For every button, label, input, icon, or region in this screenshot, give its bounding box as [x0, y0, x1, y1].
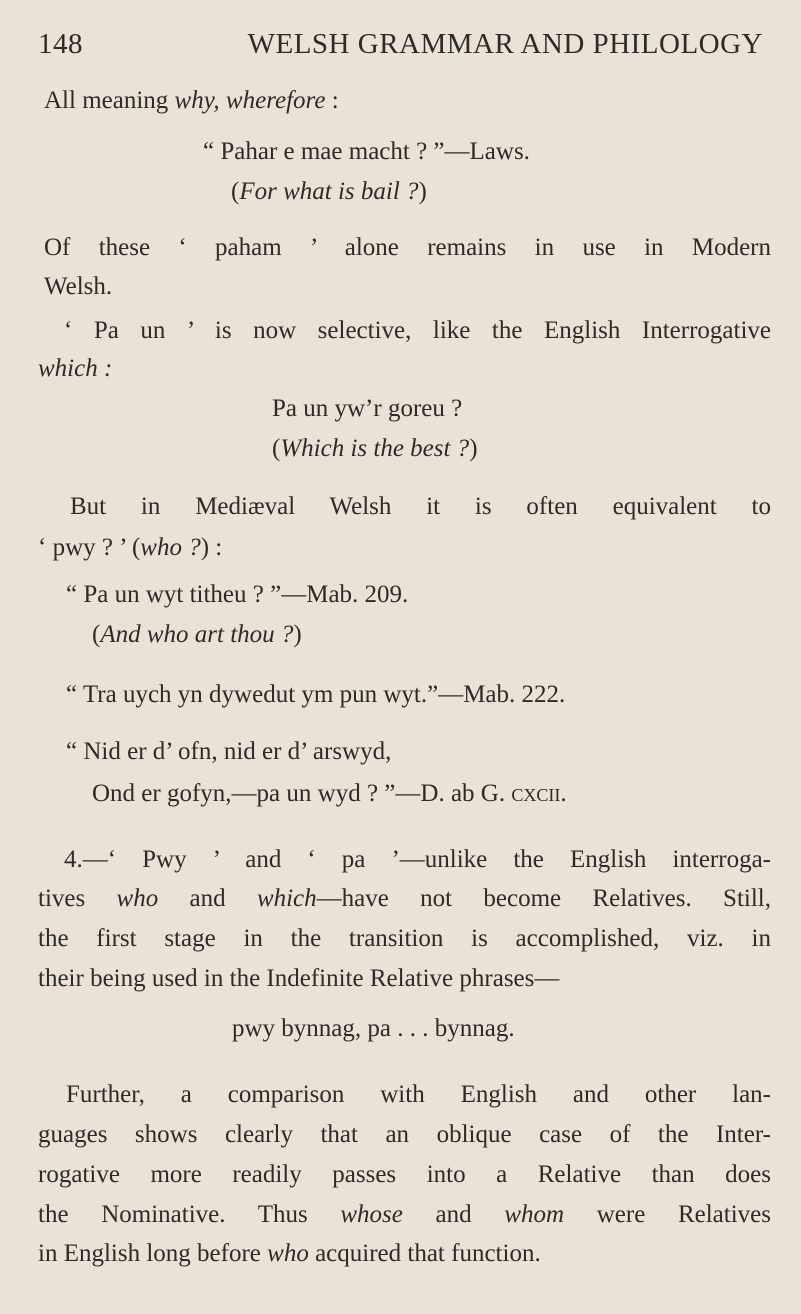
intro-line: All meaning why, wherefore :	[44, 87, 339, 114]
section-4-line2: tives who and which—have not become Relatives. Still,	[38, 885, 771, 912]
paragraph-paham-line2: Welsh.	[44, 273, 113, 300]
paragraph-pa-un-line2: which :	[38, 355, 113, 382]
quote-dafydd-line1: “ Nid er d’ ofn, nid er d’ arswyd,	[66, 738, 392, 765]
further-line4: the Nominative. Thus whose and whom were Relatives	[38, 1201, 771, 1228]
indefinite-phrases: pwy bynnag, pa . . . bynnag.	[232, 1015, 515, 1042]
quote-mab-209-translation: (And who art thou ?)	[92, 621, 302, 648]
running-title: WELSH GRAMMAR AND PHILOLOGY	[247, 28, 763, 60]
section-4-line1: 4.—‘ Pwy ’ and ‘ pa ’—unlike the English interroga-	[64, 846, 771, 873]
running-header	[38, 26, 763, 62]
paragraph-paham-line1: Of these ‘ paham ’ alone remains in use in Modern	[44, 234, 771, 261]
page-number: 148	[38, 28, 83, 60]
further-line2: guages shows clearly that an oblique case of the Inter-	[38, 1121, 771, 1148]
example-pa-un: Pa un yw’r goreu ?	[272, 395, 463, 422]
further-line1: Further, a comparison with English and other lan-	[66, 1081, 771, 1108]
further-line3: rogative more readily passes into a Relative than does	[38, 1161, 771, 1188]
section-4-line3: the first stage in the transition is accomplished, viz. in	[38, 925, 771, 952]
quote-mab-209: “ Pa un wyt titheu ? ”—Mab. 209.	[66, 581, 409, 608]
example-pa-un-translation: (Which is the best ?)	[272, 435, 478, 462]
quote-laws-translation: (For what is bail ?)	[231, 178, 427, 205]
paragraph-mediaeval-line2: ‘ pwy ? ’ (who ?) :	[38, 534, 223, 561]
paragraph-mediaeval-line1: But in Mediæval Welsh it is often equivalent to	[70, 493, 771, 520]
quote-laws: “ Pahar e mae macht ? ”—Laws.	[203, 138, 530, 165]
quote-dafydd-line2: Ond er gofyn,—pa un wyd ? ”—D. ab G. cxcii.	[92, 780, 567, 807]
further-line5: in English long before who acquired that function.	[38, 1240, 541, 1267]
section-4-line4: their being used in the Indefinite Relative phrases—	[38, 965, 560, 992]
paragraph-pa-un-line1: ‘ Pa un ’ is now selective, like the English Interrogative	[64, 317, 771, 344]
quote-mab-222: “ Tra uych yn dywedut ym pun wyt.”—Mab. 222.	[66, 681, 566, 708]
